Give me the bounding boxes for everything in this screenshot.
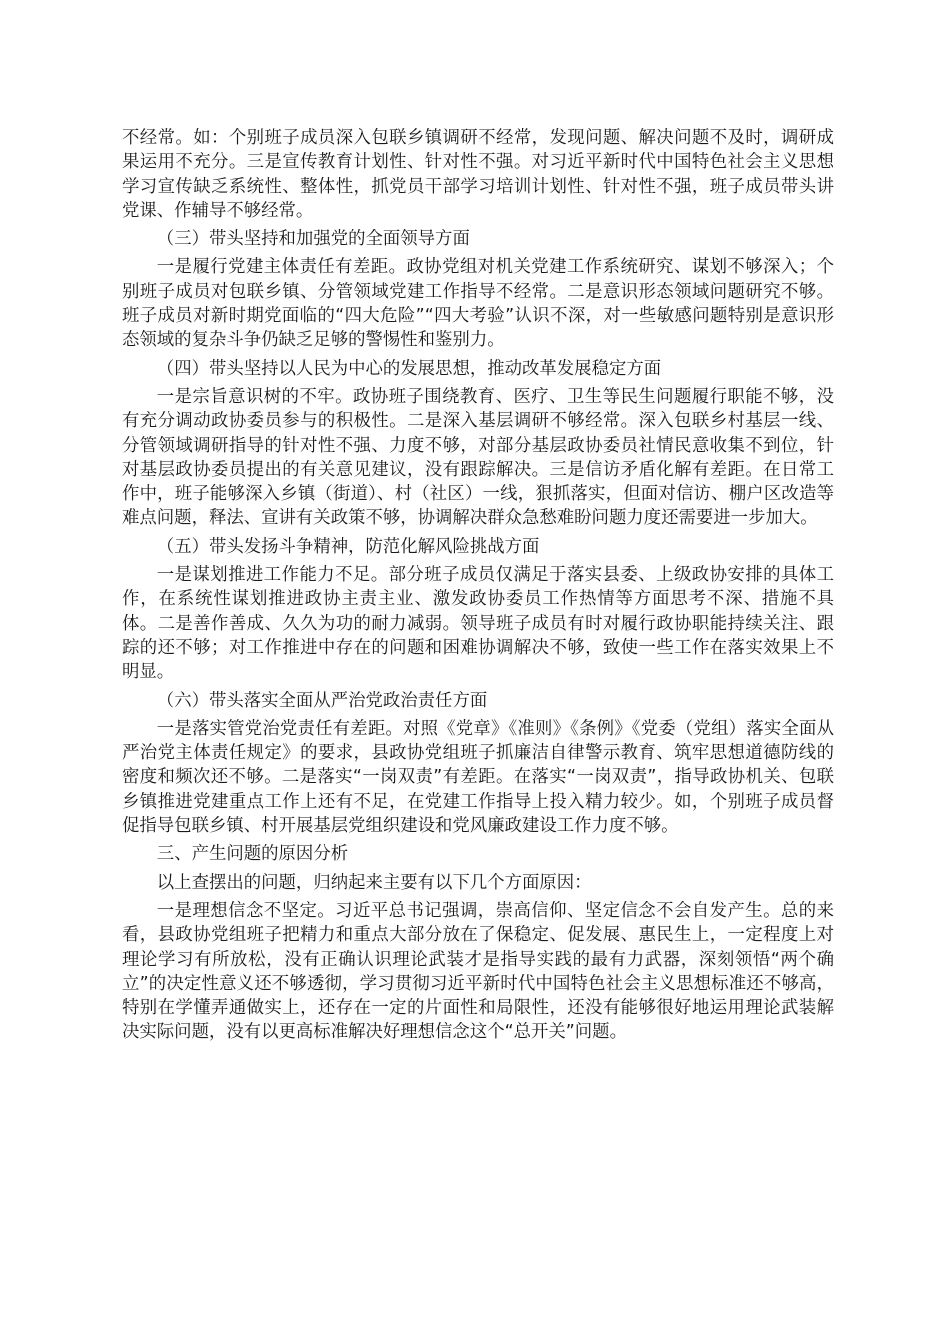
paragraph: 一是谋划推进工作能力不足。部分班子成员仅满足于落实县委、上级政协安排的具体工作，在系统性谋划推进政协主责主业、激发政协委员工作热情等方面思考不深、措施不具体。二是善作善成、久久为功的耐力减弱。领导班子成员有时对履行政协职能持续关注、跟踪的还不够；对工作推进中存在的问题和困难协调解决不够，致使一些工作在落实效果上不明显。 — [122, 565, 834, 683]
paragraph-continued: 不经常。如：个别班子成员深入包联乡镇调研不经常，发现问题、解决问题不及时，调研成果运用不充分。三是宣传教育计划性、针对性不强。对习近平新时代中国特色社会主义思想学习宣传缺乏系统性、整体性，抓党员干部学习培训计划性、针对性不强，班子成员带头讲党课、作辅导不够经常。 — [122, 128, 834, 221]
paragraph: 一是落实管党治党责任有差距。对照《党章》《准则》《条例》《党委（党组）落实全面从严治党主体责任规定》的要求，县政协党组班子抓廉洁自律警示教育、筑牢思想道德防线的密度和频次还不够。二是落实“一岗双责”有差距。在落实“一岗双责”，指导政协机关、包联乡镇推进党建重点工作上还有不足，在党建工作指导上投入精力较少。如，个别班子成员督促指导包联乡镇、村开展基层党组织建设和党风廉政建设工作力度不够。 — [122, 718, 834, 837]
section-heading-3: （三）带头坚持和加强党的全面领导方面 — [156, 229, 470, 250]
chapter-heading-3: 三、产生问题的原因分析 — [156, 844, 349, 865]
paragraph: 一是履行党建主体责任有差距。政协党组对机关党建工作系统研究、谋划不够深入；个别班子成员对包联乡镇、分管领域党建工作指导不经常。二是意识形态领域问题研究不够。班子成员对新时期党面临的“四大危险”“四大考验”认识不深，对一些敏感问题特别是意识形态领域的复杂斗争仍缺乏足够的警惕性和鉴别力。 — [122, 257, 834, 351]
paragraph: 以上查摆出的问题，归纳起来主要有以下几个方面原因： — [156, 872, 592, 893]
paragraph: 一是理想信念不坚定。习近平总书记强调，崇高信仰、坚定信念不会自发产生。总的来看，县政协党组班子把精力和重点大部分放在了保稳定、促发展、惠民生上，一定程度上对理论学习有所放松，没有正确认识理论武装才是指导实践的最有力武器，深刻领悟“两个确立”的决定性意义还不够透彻，学习贯彻习近平新时代中国特色社会主义思想标准还不够高，特别在学懂弄通做实上，还存在一定的片面性和局限性，还没有能够很好地运用理论武装解决实际问题，没有以更高标准解决好理想信念这个“总开关”问题。 — [122, 900, 834, 1043]
paragraph: 一是宗旨意识树的不牢。政协班子围绕教育、医疗、卫生等民生问题履行职能不够，没有充分调动政协委员参与的积极性。二是深入基层调研不够经常。深入包联乡村基层一线、分管领域调研指导的针对性不强、力度不够，对部分基层政协委员社情民意收集不到位，针对基层政协委员提出的有关意见建议，没有跟踪解决。三是信访矛盾化解有差距。在日常工作中，班子能够深入乡镇（街道）、村（社区）一线，狠抓落实，但面对信访、棚户区改造等难点问题，释法、宣讲有关政策不够，协调解决群众急愁难盼问题力度还需要进一步加大。 — [122, 386, 834, 529]
section-heading-6: （六）带头落实全面从严治党政治责任方面 — [156, 690, 488, 711]
document-page — [122, 126, 834, 1049]
section-heading-4: （四）带头坚持以人民为中心的发展思想，推动改革发展稳定方面 — [156, 358, 662, 379]
section-heading-5: （五）带头发扬斗争精神，防范化解风险挑战方面 — [156, 536, 540, 557]
